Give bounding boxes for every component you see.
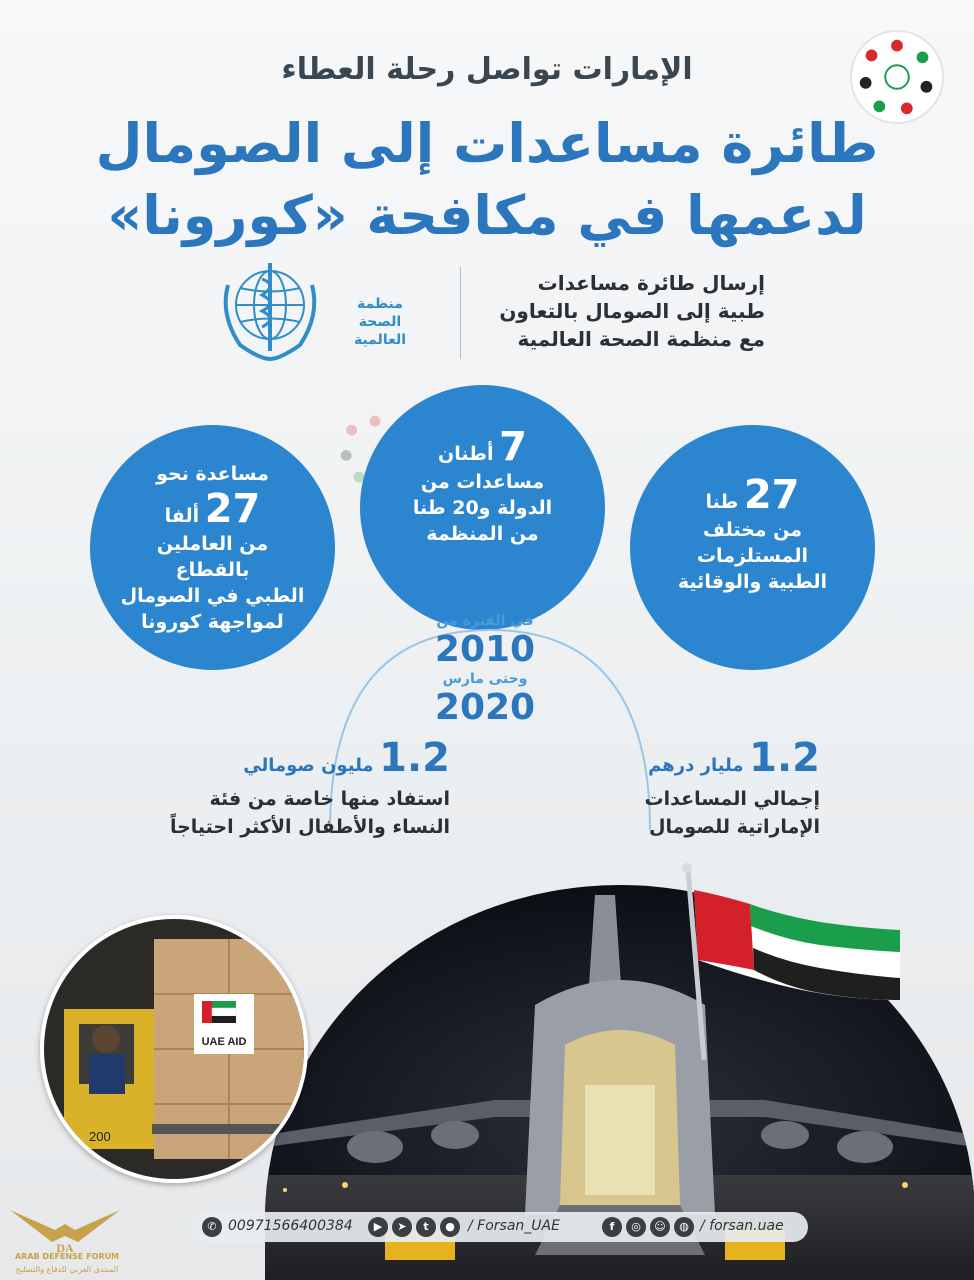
- period-to-label: وحتى مارس: [442, 671, 528, 687]
- circle-right-number: 27: [743, 472, 800, 518]
- title-line-1: طائرة مساعدات إلى الصومال: [95, 112, 879, 175]
- stat-total-aid: [500, 735, 820, 841]
- twitter-icon[interactable]: t: [416, 1217, 436, 1237]
- circle-left-number: 27: [204, 486, 261, 532]
- title-line-2: لدعمها في مكافحة «كورونا»: [107, 184, 867, 247]
- stat-circle-tonnes-aid: [360, 385, 605, 630]
- forklift-number: 200: [89, 1129, 111, 1144]
- circle-left-unit: ألفا: [164, 505, 200, 527]
- who-name-line-1: منظمة: [357, 296, 403, 312]
- snapchat-icon[interactable]: ☺: [650, 1217, 670, 1237]
- circle-right-line-2: المستلزمات: [696, 545, 809, 567]
- phone-number[interactable]: 00971566400384: [228, 1218, 353, 1234]
- web-icon[interactable]: ◍: [674, 1217, 694, 1237]
- who-name-line-2: الصحة العالمية: [353, 314, 407, 348]
- social-handle[interactable]: / Forsan_UAE: [468, 1218, 560, 1234]
- stat-left-line-1: استفاد منها خاصة من فئة: [209, 788, 450, 810]
- circle-left-line-3: الطبي في الصومال: [120, 585, 305, 607]
- circle-right-line-3: الطبية والوقائية: [677, 571, 828, 593]
- circle-right-line-1: من مختلف: [702, 519, 803, 541]
- facebook-icon[interactable]: f: [602, 1217, 622, 1237]
- uae-flag-icon: [660, 860, 910, 1060]
- who-name: [335, 295, 425, 349]
- who-logo-icon: [210, 255, 330, 365]
- who-desc-line-1: إرسال طائرة مساعدات: [537, 271, 765, 295]
- stat-right-line-2: الإماراتية للصومال: [649, 816, 820, 838]
- circle-left-line-1: مساعدة نحو: [156, 463, 269, 485]
- stat-beneficiaries: [140, 735, 450, 841]
- stat-left-number: 1.2: [379, 735, 450, 781]
- adf-abbr: DA: [56, 1241, 74, 1255]
- circle-mid-line-3: من المنظمة: [426, 523, 539, 545]
- kicker-heading: الإمارات تواصل رحلة العطاء: [281, 52, 693, 87]
- stat-right-number: 1.2: [749, 735, 820, 781]
- forklift-boxes-illustration: [44, 919, 304, 1179]
- stat-left-unit: مليون صومالي: [243, 755, 374, 776]
- stat-left-line-2: النساء والأطفال الأكثر احتياجاً: [169, 816, 450, 838]
- telegram-icon[interactable]: ➤: [392, 1217, 412, 1237]
- adf-name: ARAB DEFENSE FORUM: [14, 1252, 120, 1261]
- who-desc-line-2: طبية إلى الصومال بالتعاون: [499, 299, 765, 323]
- flickr-icon[interactable]: ●: [440, 1217, 460, 1237]
- period-from-year: 2010: [434, 629, 536, 670]
- stat-circle-health-workers: [90, 425, 335, 670]
- who-description: [475, 269, 765, 353]
- stat-right-line-1: إجمالي المساعدات: [644, 788, 820, 810]
- circle-right-unit: طنا: [705, 491, 739, 513]
- circle-left-line-4: لمواجهة كورونا: [141, 611, 284, 633]
- stat-right-unit: مليار درهم: [648, 755, 744, 776]
- contact-footer: [190, 1212, 808, 1242]
- web-handle[interactable]: / forsan.uae: [700, 1218, 784, 1234]
- instagram-icon[interactable]: ◎: [626, 1217, 646, 1237]
- period-to-year: 2020: [434, 687, 536, 728]
- who-desc-line-3: مع منظمة الصحة العالمية: [517, 327, 765, 351]
- circle-mid-line-2: الدولة و20 طنا: [412, 497, 553, 519]
- circle-mid-number: 7: [499, 424, 527, 470]
- circle-mid-line-1: مساعدات من: [420, 471, 545, 493]
- period-badge: [405, 612, 565, 728]
- youtube-icon[interactable]: ▶: [368, 1217, 388, 1237]
- circle-left-line-2: من العاملين بالقطاع: [156, 533, 269, 581]
- whatsapp-icon[interactable]: ✆: [202, 1217, 222, 1237]
- adf-subtitle: المنتدى العربي للدفاع والتسليح: [15, 1265, 119, 1274]
- circle-mid-unit: أطنان: [438, 443, 494, 465]
- who-section: [210, 255, 770, 365]
- aid-boxes-photo: [40, 915, 308, 1183]
- divider: [460, 267, 461, 359]
- uae-aid-label: UAE AID: [201, 1036, 247, 1048]
- main-title: [80, 108, 894, 252]
- period-from-label: في الفترة من: [436, 613, 534, 629]
